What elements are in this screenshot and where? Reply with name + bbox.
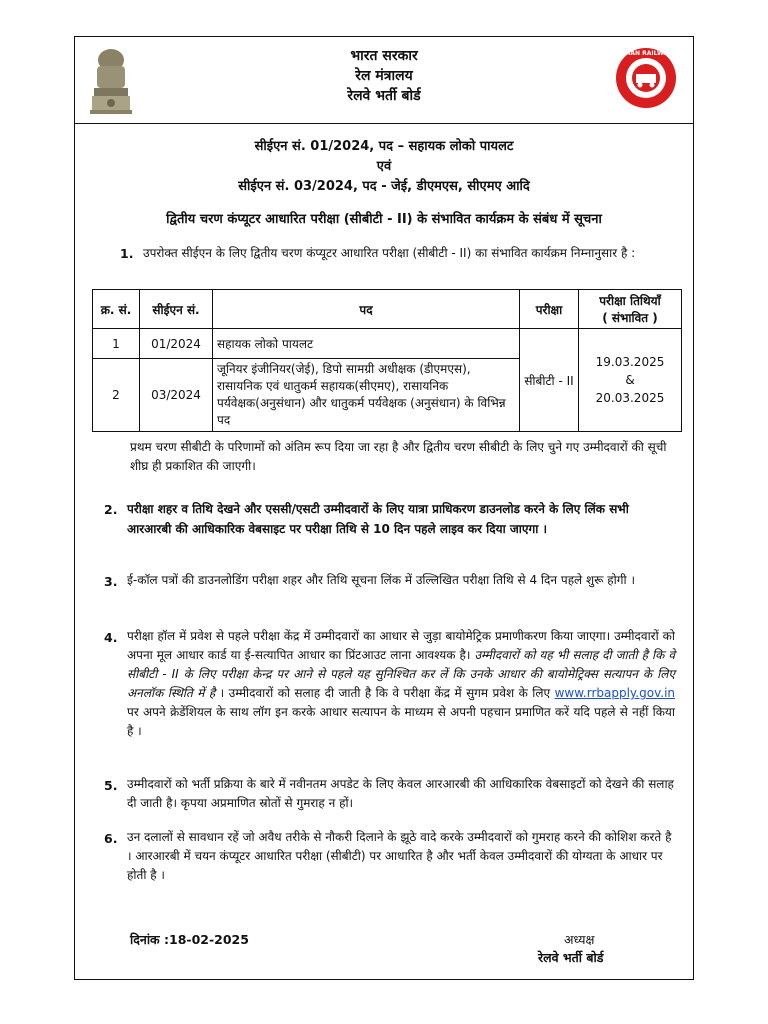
- col-sn: क्र. सं.: [93, 290, 140, 329]
- col-cen: सीईएन सं.: [140, 290, 213, 329]
- item-1-text: उपरोक्त सीईएन के लिए द्वितीय चरण कंप्यूटर आधारित परीक्षा (सीबीटी - II) का संभावित कार्यक्रम निम्नानुसार है :: [143, 246, 636, 260]
- item-3-number: 3.: [104, 574, 118, 589]
- item-4-text: [127, 627, 675, 741]
- indian-railways-logo-icon: [614, 46, 678, 110]
- cell-post: जूनियर इंजीनियर(जेई), डिपो सामग्री अधीक्षक (डीएमएस), रासायनिक एवं धातुकर्म सहायक(सीएमए), रासायनिक पर्यवेक्षक(अनुसंधान) और धातुकर्म पर्यवेक्षक (अनुसंधान) के विभिन्न पद: [213, 359, 520, 432]
- rrbapply-link[interactable]: www.rrbapply.gov.in: [554, 686, 676, 700]
- table-row: [93, 329, 682, 359]
- notice-title: द्वितीय चरण कंप्यूटर आधारित परीक्षा (सीबीटी - II) के संभावित कार्यक्रम के संबंध में सूचना: [166, 212, 602, 227]
- col-dates-label: परीक्षा तिथियाँ: [599, 294, 661, 308]
- item-1-number: 1.: [120, 246, 134, 261]
- cell-post: सहायक लोको पायलट: [213, 329, 520, 359]
- col-dates: [579, 290, 682, 329]
- item-2-number: 2.: [104, 502, 118, 517]
- logo-lettering: INDIAN RAILWAYS: [615, 50, 677, 57]
- signatory-office: रेलवे भर्ती बोर्ड: [538, 950, 604, 965]
- item-4-part-c: पर अपने क्रेडेंशियल के साथ लॉग इन करके आधार सत्यापन के माध्यम से अपनी पहचान प्रमाणित करें यदि पहले से नहीं किया है ।: [127, 705, 675, 738]
- cell-cen: 03/2024: [140, 359, 213, 432]
- item-4-part-b: । उम्मीदवारों को सलाह दी जाती है कि वे परीक्षा केंद्र में सुगम प्रवेश के लिए: [215, 686, 555, 700]
- subject-line-3: सीईएन सं. 03/2024, पद - जेई, डीएमएस, सीएमए आदि: [238, 179, 530, 194]
- col-exam: परीक्षा: [520, 290, 579, 329]
- item-3-text: ई-कॉल पत्रों की डाउनलोडिंग परीक्षा शहर और तिथि सूचना लिंक में उल्लिखित परीक्षा तिथि से 4 दिन पहले शुरू होगी ।: [127, 573, 636, 587]
- cell-sn: 1: [93, 329, 140, 359]
- date-2: 20.03.2025: [595, 391, 665, 405]
- signatory-title: अध्यक्ष: [564, 932, 595, 947]
- cell-dates: [579, 329, 682, 432]
- cell-exam: सीबीटी - II: [520, 329, 579, 432]
- item-4-part-a: परीक्षा हॉल में प्रवेश से पहले परीक्षा केंद्र में उम्मीदवारों का आधार से जुड़ा बायोमेट्रिक प्रमाणीकरण किया जाएगा। उम्मीदवारों को अपना मूल आधार कार्ड या ई-सत्यापित आधार का प्रिंटआउट लाना आवश्यक है।: [127, 629, 675, 662]
- date-amp: &: [625, 373, 635, 387]
- letterhead-title: [74, 46, 694, 106]
- date-1: 19.03.2025: [595, 355, 665, 369]
- col-dates-sub: ( संभावित ): [602, 311, 658, 325]
- item-4-advice-italic: उम्मीदवारों को यह भी सलाह दी जाती है कि वे सीबीटी - II के लिए परीक्षा केन्द्र पर आने से पहले यह सुनिश्चित कर लें कि उनके आधार की बायोमेट्रिक्स सत्यापन के लिए अनलॉक स्थिति में है: [127, 648, 675, 700]
- cell-cen: 01/2024: [140, 329, 213, 359]
- subject-line-2: एवं: [376, 159, 392, 174]
- cell-sn: 2: [93, 359, 140, 432]
- col-post: पद: [213, 290, 520, 329]
- letterhead: [74, 36, 694, 124]
- item-5-number: 5.: [104, 778, 118, 793]
- item-4-number: 4.: [104, 630, 118, 645]
- notice-date: दिनांक :18-02-2025: [130, 932, 249, 947]
- board-line: रेलवे भर्ती बोर्ड: [347, 88, 421, 104]
- schedule-table: [92, 289, 682, 432]
- item-1-after-text: प्रथम चरण सीबीटी के परिणामों को अंतिम रूप दिया जा रहा है और द्वितीय चरण सीबीटी के लिए चुने गए उम्मीदवारों की सूची शीघ्र ही प्रकाशित की जाएगी।: [130, 440, 667, 473]
- govt-line: भारत सरकार: [350, 48, 418, 64]
- table-header-row: [93, 290, 682, 329]
- item-6-number: 6.: [104, 831, 118, 846]
- subject-line-1: सीईएन सं. 01/2024, पद – सहायक लोको पायलट: [254, 139, 514, 154]
- ministry-line: रेल मंत्रालय: [355, 68, 413, 84]
- item-5-text: उम्मीदवारों को भर्ती प्रक्रिया के बारे में नवीनतम अपडेट के लिए केवल आरआरबी की आधिकारिक वेबसाइटों को देखने की सलाह दी जाती है। कृपया अप्रमाणित स्रोतों से गुमराह न हों।: [127, 777, 674, 810]
- item-6-text: उन दलालों से सावधान रहें जो अवैध तरीके से नौकरी दिलाने के झूठे वादे करके उम्मीदवारों को गुमराह करने की कोशिश करते है । आरआरबी में चयन कंप्यूटर आधारित परीक्षा (सीबीटी) पर आधारित है और भर्ती केवल उम्मीदवारों की योग्यता के आधार पर होती है ।: [127, 830, 672, 882]
- item-2-text: परीक्षा शहर व तिथि देखने और एससी/एसटी उम्मीदवारों के लिए यात्रा प्राधिकरण डाउनलोड करने के लिए लिंक सभी आरआरबी की आधिकारिक वेबसाइट पर परीक्षा तिथि से 10 दिन पहले लाइव कर दिया जाएगा ।: [127, 502, 629, 536]
